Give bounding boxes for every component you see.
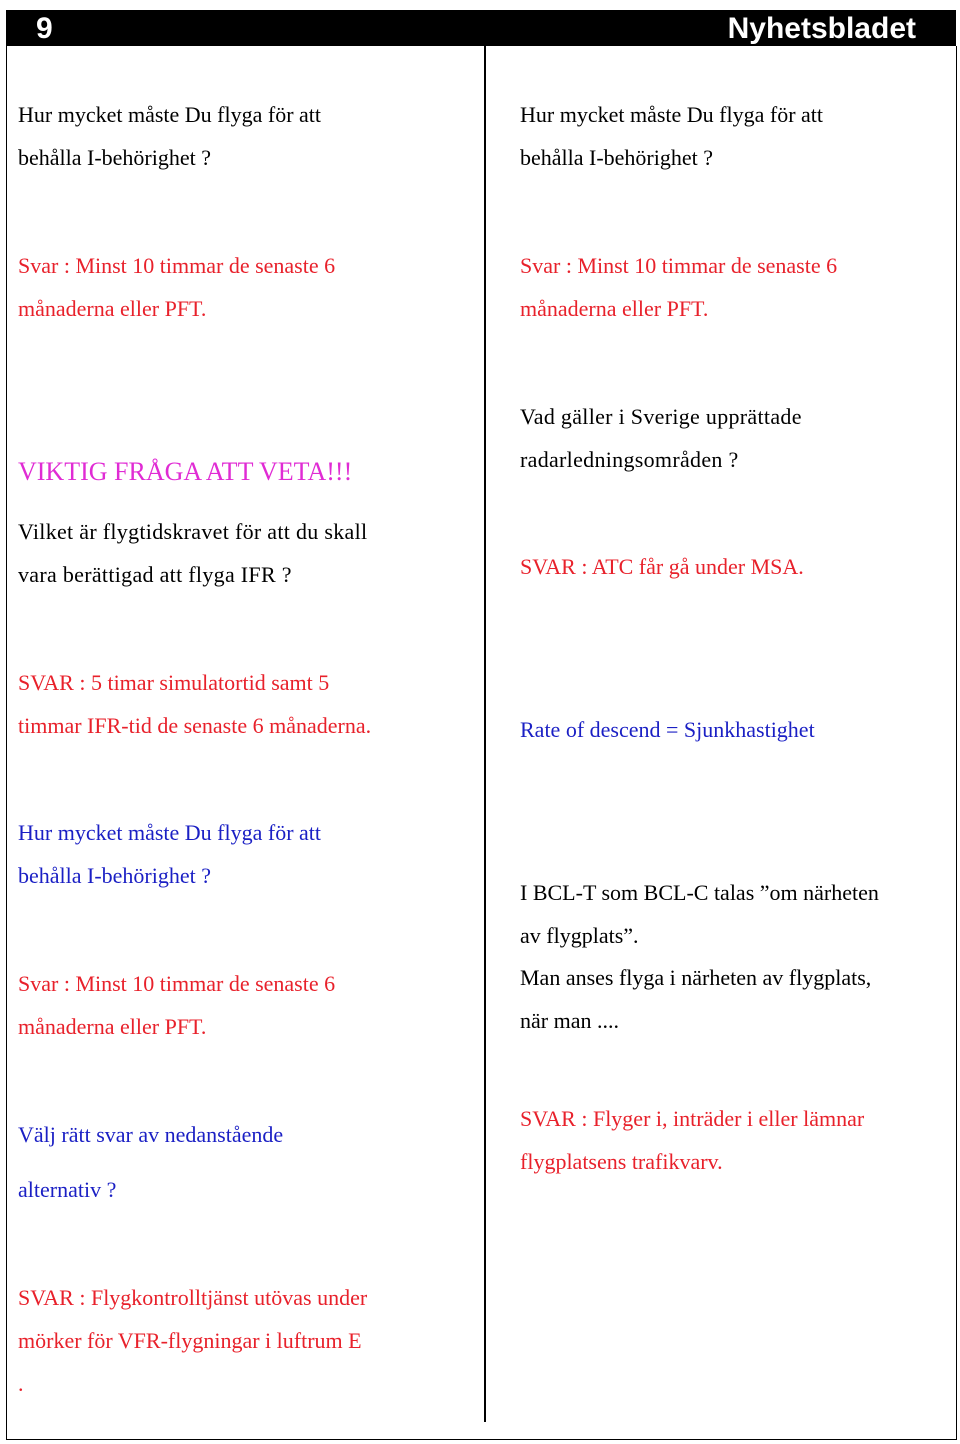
important-question-exclamation: !!!: [326, 457, 353, 486]
important-question-heading: [18, 450, 352, 493]
important-question-text: VIKTIG FRÅGA ATT VETA: [18, 457, 327, 486]
right-answer-1-line-2: månaderna eller PFT.: [520, 296, 709, 321]
newsletter-title: Nyhetsbladet: [727, 12, 916, 45]
frame-left-border: [6, 46, 7, 1440]
left-question-4-line-1: Välj rätt svar av nedanstående: [18, 1122, 284, 1147]
left-answer-2-line-2: timmar IFR-tid de senaste 6 månaderna.: [18, 713, 372, 738]
left-question-4-line-2: alternativ ?: [18, 1177, 117, 1202]
left-question-3-line-1: Hur mycket måste Du flyga för att: [18, 820, 322, 845]
right-answer-3-line-2: flygplatsens trafikvarv.: [520, 1149, 723, 1174]
left-answer-2-line-1: SVAR : 5 timar simulatortid samt 5: [18, 670, 330, 695]
left-answer-3-line-2: månaderna eller PFT.: [18, 1014, 207, 1039]
left-answer-3-line-1: Svar : Minst 10 timmar de senaste 6: [18, 971, 336, 996]
left-question-2-line-1: Vilket är flygtidskravet för att du skall: [18, 519, 368, 544]
left-answer-1-line-2: månaderna eller PFT.: [18, 296, 207, 321]
right-answer-2: SVAR : ATC får gå under MSA.: [520, 554, 804, 579]
right-question-3-line-4: när man ....: [520, 1008, 619, 1033]
left-question-1-line-2: behålla I-behörighet ?: [18, 145, 212, 170]
left-answer-4-line-3: .: [18, 1371, 24, 1396]
frame-bottom-border: [6, 1439, 957, 1440]
right-answer-1-line-1: Svar : Minst 10 timmar de senaste 6: [520, 253, 838, 278]
left-answer-1-line-1: Svar : Minst 10 timmar de senaste 6: [18, 253, 336, 278]
right-question-1-line-1: Hur mycket måste Du flyga för att: [520, 102, 824, 127]
right-question-1-line-2: behålla I-behörighet ?: [520, 145, 714, 170]
right-question-3-line-3: Man anses flyga i närheten av flygplats,: [520, 965, 872, 990]
left-question-3-line-2: behålla I-behörighet ?: [18, 863, 212, 888]
right-question-2-line-1: Vad gäller i Sverige upprättade: [520, 404, 802, 429]
right-question-3-line-1: I BCL-T som BCL-C talas ”om närheten: [520, 880, 879, 905]
right-question-3-line-2: av flygplats”.: [520, 923, 639, 948]
left-answer-4-line-1: SVAR : Flygkontrolltjänst utövas under: [18, 1285, 368, 1310]
column-divider: [484, 46, 486, 1422]
right-question-2-line-2: radarledningsområden ?: [520, 447, 739, 472]
left-answer-4-line-2: mörker för VFR-flygningar i luftrum E: [18, 1328, 362, 1353]
left-question-2-line-2: vara berättigad att flyga IFR ?: [18, 562, 292, 587]
rate-of-descend-term: Rate of descend = Sjunkhastighet: [520, 717, 815, 742]
left-question-1-line-1: Hur mycket måste Du flyga för att: [18, 102, 322, 127]
right-answer-3-line-1: SVAR : Flyger i, inträder i eller lämnar: [520, 1106, 865, 1131]
frame-right-border: [956, 46, 957, 1440]
page-number: 9: [36, 12, 53, 45]
